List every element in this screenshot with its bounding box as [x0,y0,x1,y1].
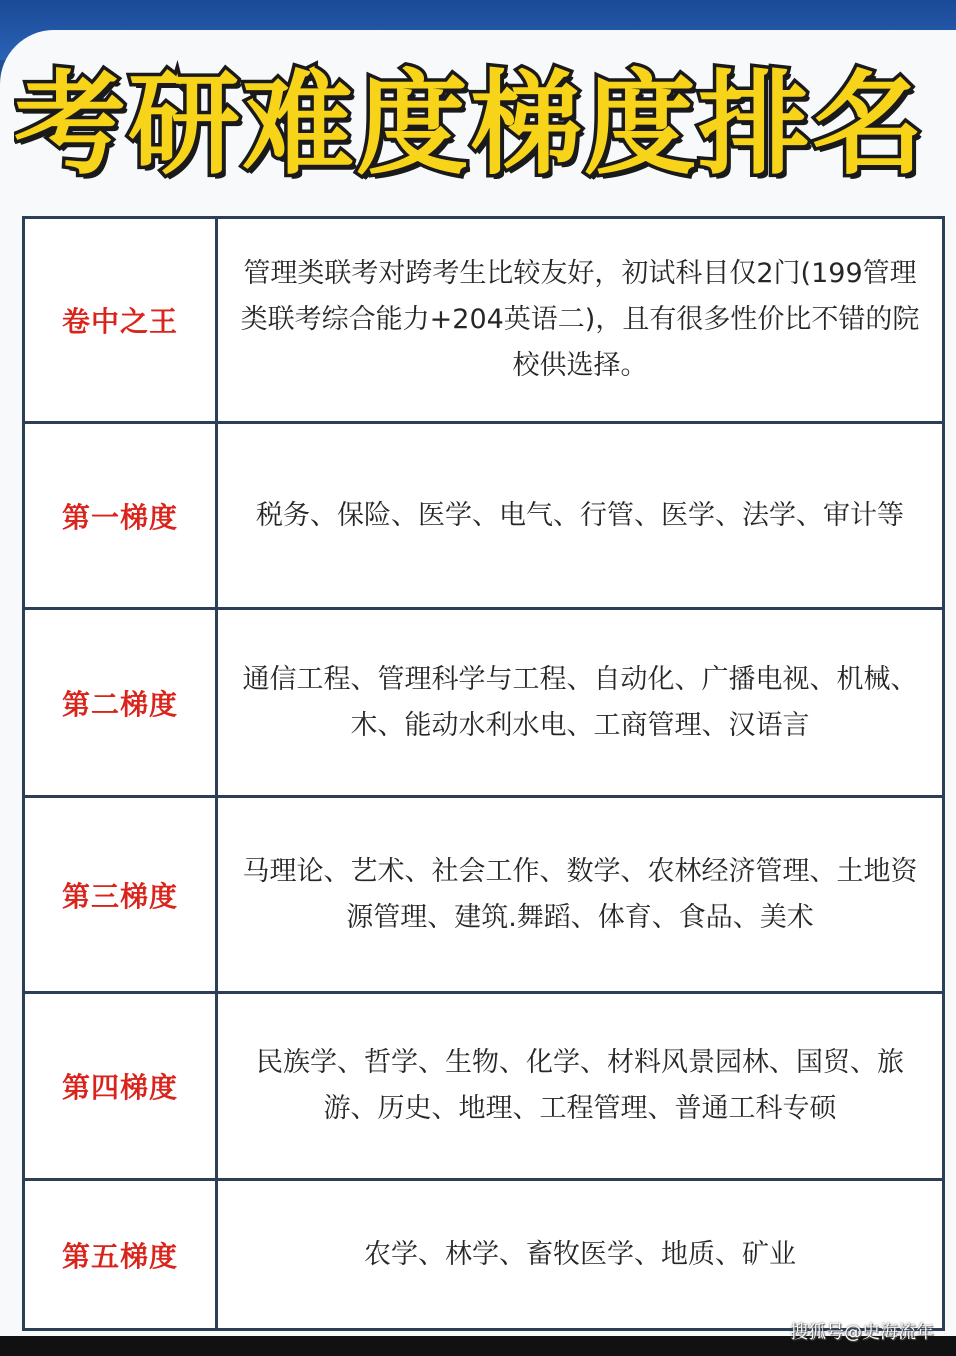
tier-row-4 [24,993,944,1180]
tier-label: 第五梯度 [24,1180,217,1330]
tier-content: 民族学、哲学、生物、化学、材料风景园林、国贸、旅游、历史、地理、工程管理、普通工科专硕 [217,993,944,1180]
tier-label: 第三梯度 [24,797,217,993]
tier-content: 通信工程、管理科学与工程、自动化、广播电视、机械、木、能动水利水电、工商管理、汉语言 [217,609,944,797]
tier-content: 马理论、艺术、社会工作、数学、农林经济管理、土地资源管理、建筑.舞蹈、体育、食品、美术 [217,797,944,993]
tier-row-5 [24,1180,944,1330]
tier-label: 第一梯度 [24,423,217,609]
tier-row-king [24,218,944,423]
tier-row-3 [24,797,944,993]
difficulty-tier-table [22,216,945,1331]
page-title: 考研难度梯度排名 [14,60,926,190]
tier-content: 税务、保险、医学、电气、行管、医学、法学、审计等 [217,423,944,609]
tier-content: 农学、林学、畜牧医学、地质、矿业 [217,1180,944,1330]
tier-label: 卷中之王 [24,218,217,423]
tier-row-2 [24,609,944,797]
tier-content: 管理类联考对跨考生比较友好，初试科目仅2门(199管理类联考综合能力+204英语二)，且有很多性价比不错的院校供选择。 [217,218,944,423]
tier-row-1 [24,423,944,609]
source-watermark: 搜狐号@史海流年 [790,1322,934,1343]
tier-label: 第二梯度 [24,609,217,797]
tier-label: 第四梯度 [24,993,217,1180]
